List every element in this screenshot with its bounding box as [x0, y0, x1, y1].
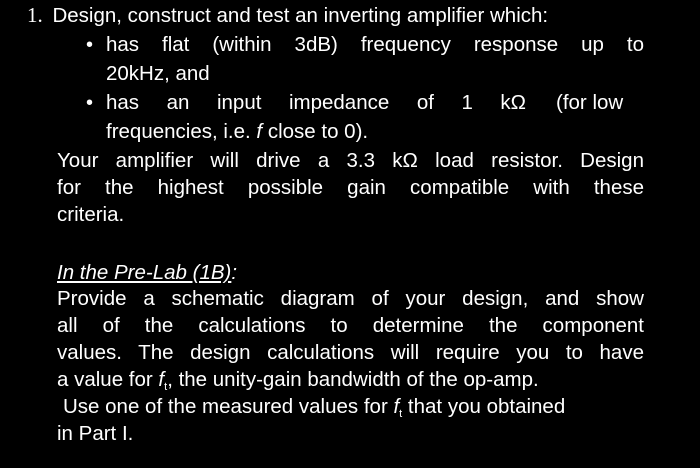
prelab-heading-text: In the Pre-Lab (1B) [57, 261, 232, 284]
bullet-2-line-2 [106, 118, 368, 145]
question-header [27, 2, 548, 29]
variable-subscript-t: t [164, 381, 168, 393]
bullet-2-line-2-suffix: close to 0). [262, 120, 369, 143]
prelab-line-6: in Part I. [57, 422, 134, 445]
paragraph-line-1: Your amplifier will drive a 3.3 kΩ load resistor. Design [57, 149, 644, 172]
question-title: Design, construct and test an inverting amplifier which: [52, 4, 549, 27]
question-number: 1. [27, 3, 43, 27]
bullet-icon: • [86, 92, 94, 114]
variable-ft [158, 368, 167, 391]
paragraph-line-3: criteria. [57, 203, 125, 226]
variable-ft [393, 395, 402, 418]
prelab-line-5-suffix: that you obtained [402, 395, 566, 418]
prelab-line-4-suffix: , the unity-gain bandwidth of the op-amp. [167, 368, 539, 391]
prelab-line-2: all of the calculations to determine the component [57, 314, 644, 337]
paragraph-line-2: for the highest possible gain compatible with these [57, 176, 644, 199]
bullet-icon: • [86, 34, 94, 56]
variable-f: f [393, 395, 400, 418]
prelab-line-5-prefix: Use one of the measured values for [63, 395, 394, 418]
bullet-2-line-2-prefix: frequencies, i.e. [106, 120, 257, 143]
variable-f: f [158, 368, 165, 391]
prelab-heading-colon: : [231, 261, 238, 284]
bullet-2-line-1a: has an input impedance of 1 kΩ [106, 91, 526, 114]
prelab-heading [57, 259, 237, 286]
prelab-line-1: Provide a schematic diagram of your design, and show [57, 287, 644, 310]
bullet-2-line-1b: (for low [556, 91, 624, 114]
variable-subscript-t: t [399, 408, 403, 420]
variable-f: f [256, 120, 263, 143]
prelab-line-4-prefix: a value for [57, 368, 159, 391]
bullet-1-line-2: 20kHz, and [106, 62, 210, 85]
prelab-line-5 [63, 393, 565, 428]
bullet-1-line-1: has flat (within 3dB) frequency response up to [106, 33, 644, 56]
prelab-line-3: values. The design calculations will require you to have [57, 341, 644, 364]
